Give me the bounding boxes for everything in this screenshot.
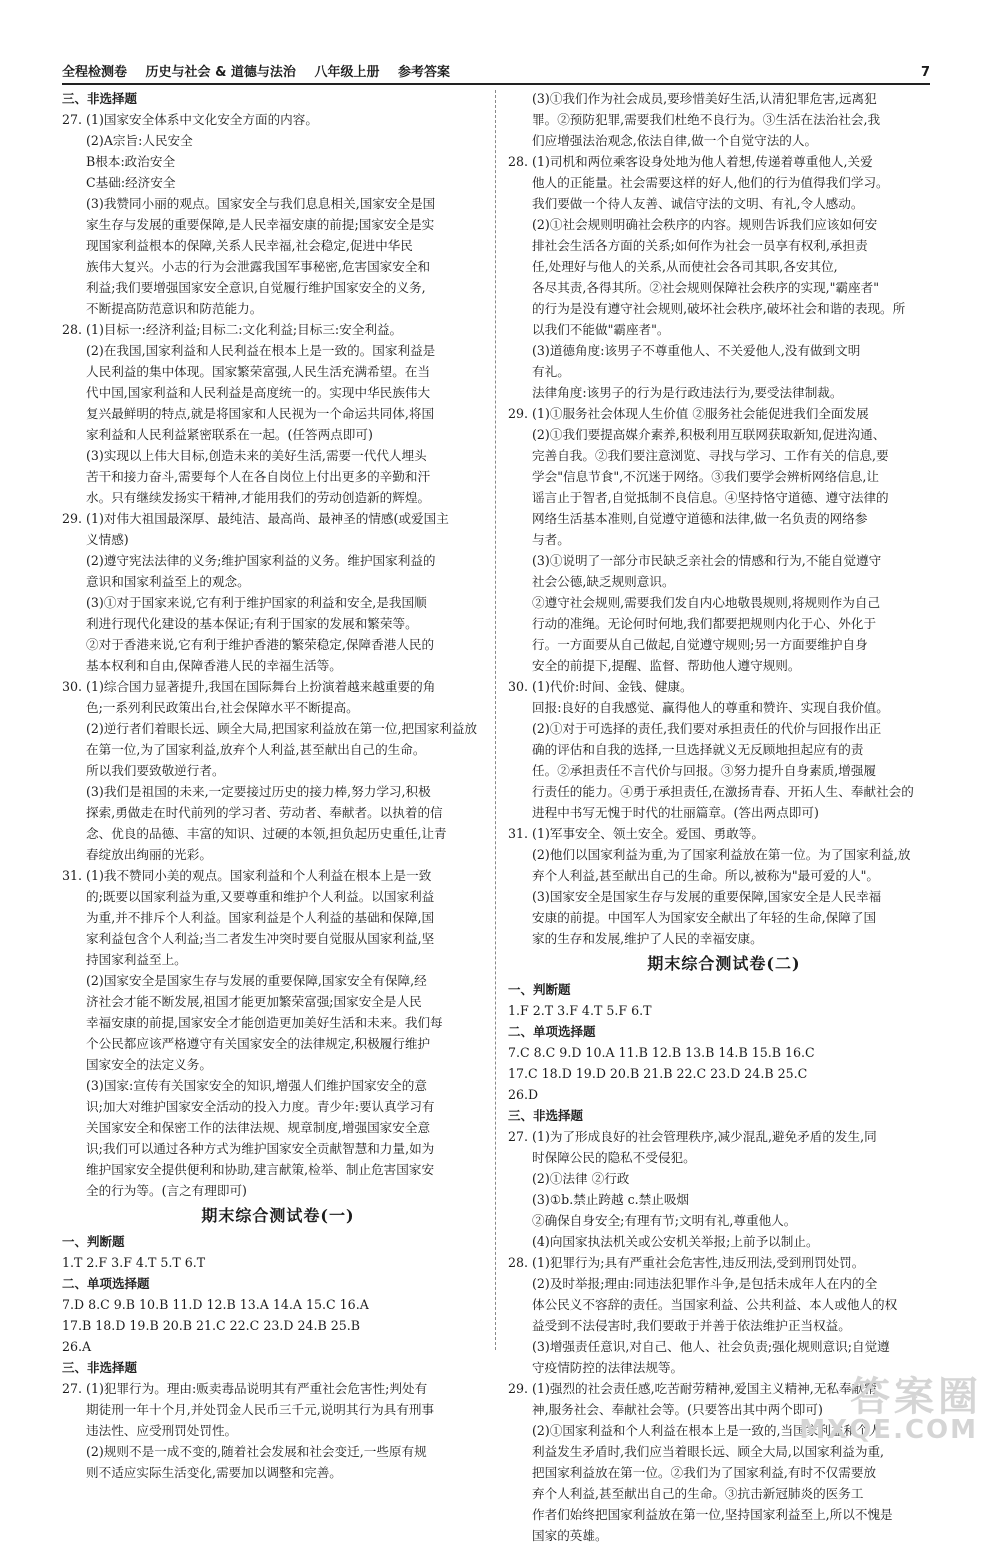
page-header <box>62 50 930 85</box>
answer-line: (2)遵守宪法法律的义务;维护国家利益的义务。维护国家利益的 <box>86 553 436 568</box>
answer-line: 意识和国家利益至上的观念。 <box>86 574 250 589</box>
answer-line: 1.T 2.F 3.F 4.T 5.T 6.T <box>62 1255 206 1270</box>
answer-line: 守疫情防控的法律法规等。 <box>532 1360 684 1375</box>
answer-line: 谣言止于智者,自觉抵制不良信息。④坚持恪守道德、遵守法律的 <box>532 490 889 505</box>
answer-line: 探索,勇做走在时代前列的学习者、劳动者、奉献者。以执着的信 <box>86 805 443 820</box>
answer-line: 基本权利和自由,保障香港人民的幸福生活等。 <box>86 658 342 673</box>
answer-line: C基础:经济安全 <box>86 175 176 190</box>
answer-line: 28. (1)目标一:经济利益;目标二:文化利益;目标三:安全利益。 <box>62 322 403 337</box>
answer-line: (2)逆行者们着眼长远、顾全大局,把国家利益放在第一位,把国家利益放 <box>86 721 478 736</box>
answer-line: (3)我们是祖国的未来,一定要接过历史的接力棒,努力学习,积极 <box>86 784 431 799</box>
answer-line: 利进行现代化建设的基本保证;有利于国家的发展和繁荣等。 <box>86 616 418 631</box>
answer-line: (2)在我国,国家利益和人民利益在根本上是一致的。国家利益是 <box>86 343 436 358</box>
answer-line: ②确保自身安全;有理有节;文明有礼,尊重他人。 <box>532 1213 797 1228</box>
answer-line: 苦干和接力奋斗,需要每个人在各自岗位上付出更多的辛勤和汗 <box>86 469 431 484</box>
answer-line: 家的生存和发展,维护了人民的幸福安康。 <box>532 931 763 946</box>
answer-line: 确的评估和自我的选择,一旦选择就义无反顾地担起应有的责 <box>532 742 864 757</box>
answer-line: 29. (1)强烈的社会责任感,吃苦耐劳精神,爱国主义精神,无私奉献精 <box>508 1381 877 1396</box>
section-heading: 二、单项选择题 <box>62 1276 150 1291</box>
answer-line: 行动的准绳。无论何时何地,我们都要把规则内化于心、外化于 <box>532 616 877 631</box>
answer-line: 济社会才能不断发展,祖国才能更加繁荣富强;国家安全是人民 <box>86 994 422 1009</box>
answer-line: 维护国家安全提供便利和协助,建言献策,检举、制止危害国家安 <box>86 1162 435 1177</box>
answer-line: 们应增强法治观念,依法自律,做一个自觉守法的人。 <box>532 133 818 148</box>
watermark-logo: 答案圈 <box>850 1374 982 1420</box>
answer-line: 益受到不法侵害时,我们要敢于并善于依法维护正当权益。 <box>532 1318 851 1333</box>
answer-line: 26.A <box>62 1339 92 1354</box>
header-series: 全程检测卷 <box>62 65 128 80</box>
answer-line: 族伟大复兴。小志的行为会泄露我国军事秘密,危害国家安全和 <box>86 259 431 274</box>
section-heading: 一、判断题 <box>508 982 571 997</box>
answer-line: 体公民义不容辞的责任。当国家利益、公共利益、本人或他人的权 <box>532 1297 898 1312</box>
answer-line: 弃个人利益,甚至献出自己的生命。③抗击新冠肺炎的医务工 <box>532 1486 864 1501</box>
answer-line: 持国家利益至上。 <box>86 952 187 967</box>
section-heading: 三、非选择题 <box>62 1360 138 1375</box>
answer-line: 行责任的能力。④勇于承担责任,在激扬青春、开拓人生、奉献社会的 <box>532 784 914 799</box>
watermark-url: MXQE.COM <box>799 1415 978 1445</box>
answer-line: 排社会生活各方面的关系;如何作为社会一员享有权利,承担责 <box>532 238 868 253</box>
answer-line: 他人的正能量。社会需要这样的好人,他们的行为值得我们学习。 <box>532 175 889 190</box>
exam-title: 期末综合测试卷(二) <box>647 954 801 973</box>
answer-line: (3)①我们作为社会成员,要珍惜美好生活,认清犯罪危害,远离犯 <box>532 91 877 106</box>
answer-line: 的;既要以国家利益为重,又要尊重和维护个人利益。以国家利益 <box>86 889 435 904</box>
answer-line: 30. (1)综合国力显著提升,我国在国际舞台上扮演着越来越重要的角 <box>62 679 436 694</box>
answer-line: ②对于香港来说,它有利于维护香港的繁荣稳定,保障香港人民的 <box>86 637 435 652</box>
answer-line: 17.C 18.D 19.D 20.B 21.B 22.C 23.D 24.B 25.C <box>508 1066 808 1081</box>
answer-line: 识;我们可以通过各种方式为维护国家安全贡献智慧和力量,如为 <box>86 1141 435 1156</box>
answer-line: 27. (1)国家安全体系中文化安全方面的内容。 <box>62 112 318 127</box>
answer-line: 义情感) <box>86 532 129 547</box>
header-subject: 历史与社会 & 道德与法治 <box>145 65 296 80</box>
answer-line: 各尽其责,各得其所。②社会规则保障社会秩序的实现,"霸座者" <box>532 280 880 295</box>
answer-line: 27. (1)犯罪行为。理由:贩卖毒品说明其有严重社会危害性;判处有 <box>62 1381 428 1396</box>
answer-line: 则不适应实际生活变化,需要加以调整和完善。 <box>86 1465 342 1480</box>
answer-line: 任,处理好与他人的关系,从而使社会各司其职,各安其位, <box>532 259 838 274</box>
answer-line: 关国家安全和保密工作的法律法规、规章制度,增强国家安全意 <box>86 1120 431 1135</box>
header-label: 参考答案 <box>398 65 451 80</box>
answer-line: 27. (1)为了形成良好的社会管理秩序,减少混乱,避免矛盾的发生,同 <box>508 1129 877 1144</box>
header-grade: 八年级上册 <box>314 65 380 80</box>
answer-line: 1.F 2.T 3.F 4.T 5.F 6.T <box>508 1003 652 1018</box>
answer-line: (2)①我们要提高媒介素养,积极利用互联网获取新知,促进沟通、 <box>532 427 886 442</box>
answer-line: (4)向国家执法机关或公安机关举报;上前予以制止。 <box>532 1234 819 1249</box>
answer-line: 与者。 <box>532 532 570 547</box>
answer-line: 念、优良的品德、丰富的知识、过硬的本领,担负起历史重任,让青 <box>86 826 447 841</box>
answer-line: 为重,并不排斥个人利益。国家利益是个人利益的基础和保障,国 <box>86 910 435 925</box>
section-heading: 二、单项选择题 <box>508 1024 596 1039</box>
answer-line: 学会"信息节食",不沉迷于网络。③我们要学会辨析网络信息,让 <box>532 469 880 484</box>
answer-line: 神,服务社会、奉献社会等。(只要答出其中两个即可) <box>532 1402 823 1417</box>
answer-line: (2)A宗旨:人民安全 <box>86 133 193 148</box>
answer-line: 的行为是没有遵守社会规则,破坏社会秩序,破坏社会和谐的表现。所 <box>532 301 906 316</box>
answer-line: (2)①社会规则明确社会秩序的内容。规则告诉我们应该如何安 <box>532 217 878 232</box>
left-column <box>62 88 494 1480</box>
answer-line: 家利益和人民利益紧密联系在一起。(任答两点即可) <box>86 427 373 442</box>
answer-line: (3)实现以上伟大目标,创造未来的美好生活,需要一代代人埋头 <box>86 448 427 463</box>
answer-line: 全的行为等。(言之有理即可) <box>86 1183 247 1198</box>
answer-line: (3)我赞同小丽的观点。国家安全与我们息息相关,国家安全是国 <box>86 196 436 211</box>
answer-line: 个公民都应该严格遵守有关国家安全的法律规定,积极履行维护 <box>86 1036 431 1051</box>
answer-line: 法律角度:该男子的行为是行政违法行为,要受法律制裁。 <box>532 385 843 400</box>
answer-line: (2)规则不是一成不变的,随着社会发展和社会变迁,一些原有规 <box>86 1444 427 1459</box>
answer-line: 期徒刑一年十个月,并处罚金人民币三千元,说明其行为具有刑事 <box>86 1402 435 1417</box>
answer-line: 弃个人利益,甚至献出自己的生命。所以,被称为"最可爱的人"。 <box>532 868 880 883</box>
answer-line: 以我们不能做"霸座者"。 <box>532 322 670 337</box>
answer-line: (3)①b.禁止跨越 c.禁止吸烟 <box>532 1192 690 1207</box>
answer-line: 26.D <box>508 1087 539 1102</box>
answer-line: 在第一位,为了国家利益,放弃个人利益,甚至献出自己的生命。 <box>86 742 426 757</box>
answer-line: 我们要做一个待人友善、诚信守法的文明、有礼,令人感动。 <box>532 196 864 211</box>
answer-line: 国家的英雄。 <box>532 1528 608 1543</box>
answer-line: (3)道德角度:该男子不尊重他人、不关爱他人,没有做到文明 <box>532 343 861 358</box>
answer-line: 社会公德,缺乏规则意识。 <box>532 574 675 589</box>
answer-line: 色;一系列利民政策出台,社会保障水平不断提高。 <box>86 700 359 715</box>
answer-line: (3)①对于国家来说,它有利于维护国家的利益和安全,是我国顺 <box>86 595 427 610</box>
answer-line: 31. (1)军事安全、领土安全。爱国、勇敢等。 <box>508 826 764 841</box>
watermark-stamp <box>792 1365 982 1445</box>
answer-line: 有礼。 <box>532 364 570 379</box>
answer-line: 29. (1)①服务社会体现人生价值 ②服务社会能促进我们全面发展 <box>508 406 869 421</box>
answer-line: 利益;我们要增强国家安全意识,自觉履行维护国家安全的义务, <box>86 280 426 295</box>
answer-line: (3)国家安全是国家生存与发展的重要保障,国家安全是人民幸福 <box>532 889 882 904</box>
answer-line: 7.D 8.C 9.B 10.B 11.D 12.B 13.A 14.A 15.C 16.A <box>62 1297 369 1312</box>
answer-line: 国家安全的法定义务。 <box>86 1057 212 1072</box>
answer-line: ②遵守社会规则,需要我们发自内心地敬畏规则,将规则作为自己 <box>532 595 881 610</box>
answer-line: (2)及时举报;理由:同违法犯罪作斗争,是包括未成年人在内的全 <box>532 1276 878 1291</box>
answer-line: 罪。②预防犯罪,需要我们杜绝不良行为。③生活在法治社会,我 <box>532 112 881 127</box>
answer-line: 任。②承担责任不言代价与回报。③努力提升自身素质,增强履 <box>532 763 877 778</box>
answer-line: 把国家利益放在第一位。②我们为了国家利益,有时不仅需要放 <box>532 1465 877 1480</box>
answer-line: 完善自我。②我们要注意浏览、寻找与学习、工作有关的信息,要 <box>532 448 889 463</box>
answer-line: 家生存与发展的重要保障,是人民幸福安康的前提;国家安全是实 <box>86 217 435 232</box>
answer-line: 作者们始终把国家利益放在第一位,坚持国家利益至上,所以不愧是 <box>532 1507 893 1522</box>
answer-line: 29. (1)对伟大祖国最深厚、最纯洁、最高尚、最神圣的情感(或爱国主 <box>62 511 449 526</box>
answer-line: 复兴最鲜明的特点,就是将国家和人民视为一个命运共同体,将国 <box>86 406 435 421</box>
answer-line: 进程中书写无愧于时代的壮丽篇章。(答出两点即可) <box>532 805 819 820</box>
answer-line: 安康的前提。中国军人为国家安全献出了年轻的生命,保障了国 <box>532 910 877 925</box>
answer-line: 幸福安康的前提,国家安全才能创造更加美好生活和未来。我们每 <box>86 1015 443 1030</box>
section-heading: 一、判断题 <box>62 1234 125 1249</box>
answer-line: 水。只有继续发扬实干精神,才能用我们的劳动创造新的辉煌。 <box>86 490 431 505</box>
answer-line: (3)①说明了一部分市民缺乏亲社会的情感和行为,不能自觉遵守 <box>532 553 882 568</box>
column-divider <box>495 90 496 1350</box>
answer-line: 安全的前提下,提醒、监督、帮助他人遵守规则。 <box>532 658 801 673</box>
answer-line: (2)①法律 ②行政 <box>532 1171 630 1186</box>
answer-line: (2)①国家利益和个人利益在根本上是一致的,当国家利益和个人 <box>532 1423 882 1438</box>
answer-line: 违法性、应受刑罚处罚性。 <box>86 1423 238 1438</box>
section-heading: 三、非选择题 <box>508 1108 584 1123</box>
answer-line: (2)他们以国家利益为重,为了国家利益放在第一位。为了国家利益,放 <box>532 847 911 862</box>
answer-line: 28. (1)犯罪行为;具有严重社会危害性,违反刑法,受到刑罚处罚。 <box>508 1255 865 1270</box>
answer-line: 不断提高防范意识和防范能力。 <box>86 301 263 316</box>
answer-line: (3)增强责任意识,对自己、他人、社会负责;强化规则意识;自觉遵 <box>532 1339 890 1354</box>
answer-line: 行。一方面要从自己做起,自觉遵守规则;另一方面要维护自身 <box>532 637 868 652</box>
answer-line: 识;加大对维护国家安全活动的投入力度。青少年:要认真学习有 <box>86 1099 435 1114</box>
page-number: 7 <box>920 65 930 80</box>
answer-line: 31. (1)我不赞同小美的观点。国家利益和个人利益在根本上是一致 <box>62 868 432 883</box>
answer-line: 7.C 8.C 9.D 10.A 11.B 12.B 13.B 14.B 15.B 16.C <box>508 1045 815 1060</box>
answer-line: 利益发生矛盾时,我们应当着眼长远、顾全大局,以国家利益为重, <box>532 1444 885 1459</box>
answer-line: 现国家利益根本的保障,关系人民幸福,社会稳定,促进中华民 <box>86 238 413 253</box>
section-heading: 三、非选择题 <box>62 91 138 106</box>
header-left <box>62 61 464 80</box>
answer-line: 时保障公民的隐私不受侵犯。 <box>532 1150 696 1165</box>
answer-line: 人民利益的集中体现。国家繁荣富强,人民生活充满希望。在当 <box>86 364 431 379</box>
answer-line: 网络生活基本准则,自觉遵守道德和法律,做一名负责的网络参 <box>532 511 868 526</box>
exam-title: 期末综合测试卷(一) <box>201 1206 355 1225</box>
answer-line: 28. (1)司机和两位乘客设身处地为他人着想,传递着尊重他人,关爱 <box>508 154 873 169</box>
answer-line: B根本:政治安全 <box>86 154 176 169</box>
answer-line: 回报:良好的自我感觉、赢得他人的尊重和赞许、实现自我价值。 <box>532 700 889 715</box>
answer-line: 30. (1)代价:时间、金钱、健康。 <box>508 679 693 694</box>
answer-line: 家利益包含个人利益;当二者发生冲突时要自觉服从国家利益,坚 <box>86 931 435 946</box>
answer-line: (2)①对于可选择的责任,我们要对承担责任的代价与回报作出正 <box>532 721 882 736</box>
answer-line: 17.B 18.D 19.B 20.B 21.C 22.C 23.D 24.B 25.B <box>62 1318 361 1333</box>
answer-line: 代中国,国家利益和人民利益是高度统一的。实现中华民族伟大 <box>86 385 431 400</box>
answer-line: 所以我们要致敬逆行者。 <box>86 763 225 778</box>
answer-line: 春绽放出绚丽的光彩。 <box>86 847 212 862</box>
answer-line: (2)国家安全是国家生存与发展的重要保障,国家安全有保障,经 <box>86 973 427 988</box>
answer-line: (3)国家:宣传有关国家安全的知识,增强人们维护国家安全的意 <box>86 1078 427 1093</box>
